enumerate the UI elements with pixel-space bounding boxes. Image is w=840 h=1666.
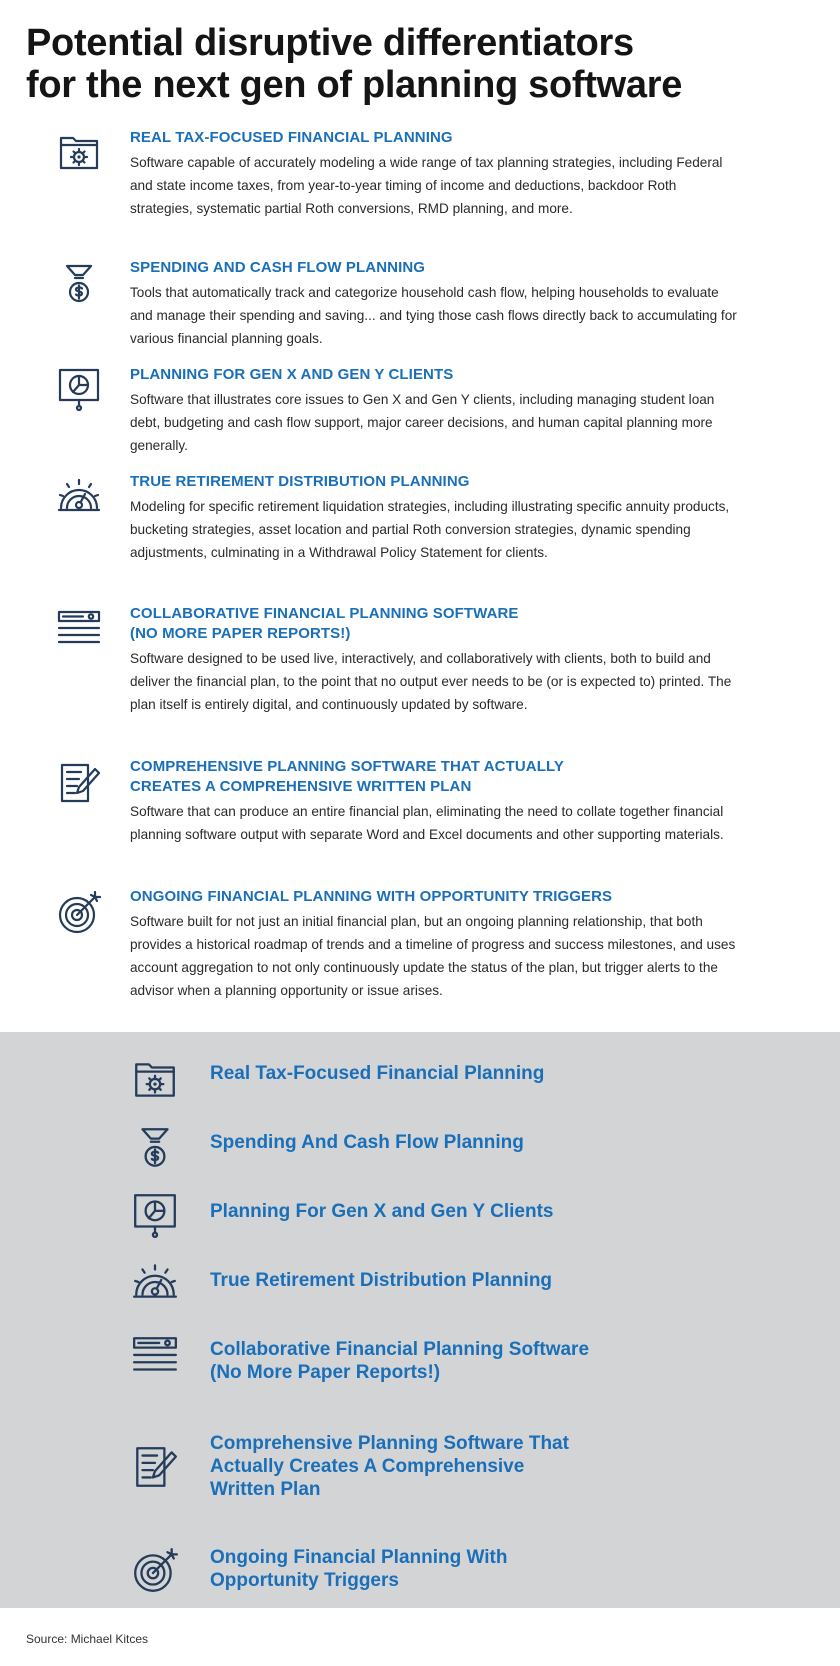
item-heading: PLANNING FOR GEN X AND GEN Y CLIENTS [130,366,454,383]
item-description: Software designed to be used live, interactively, and collaboratively with clients, both to build and deliver the financial plan, to the point that no output ever needs to be (or is expected to) printed. The plan itself is entirely digital, and continuously updated by software. [130,651,732,712]
speedometer-icon [55,472,103,520]
funnel-dollar-icon [130,1123,180,1173]
item-heading: SPENDING AND CASH FLOW PLANNING [130,259,426,276]
summary-label: Spending And Cash Flow Planning [210,1132,524,1153]
title-line-1: Potential disruptive differentiators [26,22,634,64]
summary-label: Collaborative Financial Planning Software (No More Paper Reports!) [210,1339,590,1383]
summary-panel [0,1032,840,1608]
item-description: Software capable of accurately modeling a wide range of tax planning strategies, including Federal and state income taxes, from year-to-year timing of income and deductions, backdoor Roth strategies, systematic partial Roth conversions, RMD planning, and more. [130,155,723,216]
summary-label: Real Tax-Focused Financial Planning [210,1063,545,1084]
document-pencil-icon [55,759,103,807]
item-heading: COLLABORATIVE FINANCIAL PLANNING SOFTWARE (NO MORE PAPER REPORTS!) [130,605,519,642]
item-description: Tools that automatically track and categorize household cash flow, helping households to evaluate and manage their spending and saving... and tying those cash flows directly back to accumulating for various financial planning goals. [130,285,737,346]
target-arrow-icon [55,889,103,937]
source-credit: Source: Michael Kitces [26,1632,149,1646]
presentation-chart-icon [55,365,103,413]
speedometer-icon [130,1257,180,1307]
web-page-icon [55,606,103,654]
summary-label: Planning For Gen X and Gen Y Clients [210,1201,554,1222]
summary-label: Ongoing Financial Planning With Opportunity Triggers [210,1547,508,1591]
page-title [26,22,826,106]
item-heading: ONGOING FINANCIAL PLANNING WITH OPPORTUNITY TRIGGERS [130,888,613,905]
item-description: Software that can produce an entire financial plan, eliminating the need to collate together financial planning software output with separate Word and Excel documents and other supporting materials. [130,804,724,842]
presentation-chart-icon [130,1190,180,1240]
item-description: Software that illustrates core issues to Gen X and Gen Y clients, including managing student loan debt, budgeting and cash flow support, major career decisions, and human capital planning more generally. [130,392,715,453]
item-heading: REAL TAX-FOCUSED FINANCIAL PLANNING [130,129,453,146]
summary-label: Comprehensive Planning Software That Actually Creates A Comprehensive Written Plan [210,1433,569,1500]
funnel-dollar-icon [55,260,103,308]
folder-gear-icon [130,1056,180,1106]
summary-label: True Retirement Distribution Planning [210,1270,553,1291]
item-description: Software built for not just an initial financial plan, but an ongoing planning relationship, that both provides a historical roadmap of trends and a timeline of progress and success milestones, and uses account aggregation to not only continuously update the status of the plan, but trigger alerts to the advisor when a planning opportunity or issue arises. [130,914,736,998]
target-arrow-icon [130,1546,180,1596]
title-line-2: for the next gen of planning software [26,64,683,106]
item-heading: COMPREHENSIVE PLANNING SOFTWARE THAT ACTUALLY CREATES A COMPREHENSIVE WRITTEN PLAN [130,758,564,795]
web-page-icon [130,1332,180,1382]
document-pencil-icon [130,1442,180,1492]
item-heading: TRUE RETIREMENT DISTRIBUTION PLANNING [130,473,470,490]
item-description: Modeling for specific retirement liquidation strategies, including illustrating specific annuity products, bucketing strategies, asset location and partial Roth conversion strategies, dynamic spending adjustments, culminating in a Withdrawal Policy Statement for clients. [130,499,730,560]
folder-gear-icon [55,130,103,178]
